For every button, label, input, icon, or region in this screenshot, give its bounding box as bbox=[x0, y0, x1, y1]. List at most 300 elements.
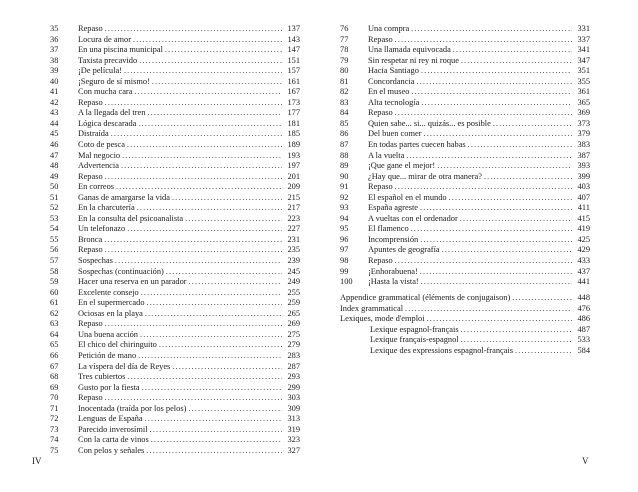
entry-page: 327 bbox=[287, 445, 300, 455]
appendix-list bbox=[340, 293, 590, 356]
entry-title: Una llamada equivocada bbox=[368, 45, 451, 55]
dot-leader bbox=[105, 319, 282, 330]
entry-title: Bronca bbox=[78, 234, 103, 244]
dot-leader bbox=[166, 267, 282, 278]
dot-leader bbox=[185, 214, 282, 225]
entry-title: En el museo bbox=[368, 87, 410, 97]
entry-number: 65 bbox=[50, 340, 59, 350]
entry-title: El flamenco bbox=[368, 224, 409, 234]
toc-entry bbox=[340, 98, 590, 109]
entry-page: 379 bbox=[577, 129, 590, 139]
entry-title: Repaso bbox=[78, 319, 103, 329]
dot-leader bbox=[150, 425, 282, 436]
entry-page: 313 bbox=[287, 414, 300, 424]
entry-title: Repaso bbox=[78, 97, 103, 107]
entry-page: 365 bbox=[577, 97, 590, 107]
dot-leader bbox=[138, 351, 282, 362]
entry-page: 143 bbox=[287, 34, 300, 44]
entry-title: Repaso bbox=[368, 256, 393, 266]
dot-leader bbox=[453, 45, 572, 56]
entry-number: 89 bbox=[340, 161, 349, 171]
entry-page: 319 bbox=[287, 424, 300, 434]
dot-leader bbox=[141, 288, 282, 299]
entry-number: 86 bbox=[340, 129, 349, 139]
entry-page: 425 bbox=[577, 234, 590, 244]
entry-number: 63 bbox=[50, 319, 59, 329]
entry-number: 35 bbox=[50, 24, 59, 33]
toc-entry bbox=[340, 245, 590, 256]
entry-number: 60 bbox=[50, 287, 59, 297]
toc-entry bbox=[50, 203, 300, 214]
entry-title: Index grammatical bbox=[340, 303, 404, 313]
entry-page: 387 bbox=[577, 150, 590, 160]
toc-entry bbox=[340, 108, 590, 119]
entry-title: Lexique des expressions espagnol-français bbox=[370, 345, 514, 355]
dot-leader bbox=[424, 129, 573, 140]
entry-page: 584 bbox=[577, 345, 590, 355]
toc-entry bbox=[50, 129, 300, 140]
entry-number: 83 bbox=[340, 97, 349, 107]
dot-leader bbox=[121, 161, 282, 172]
entry-title: Hacer una reserva en un parador bbox=[78, 277, 187, 287]
entry-number: 79 bbox=[340, 55, 349, 65]
entry-number: 96 bbox=[340, 234, 349, 244]
dot-leader bbox=[421, 98, 572, 109]
entry-title: El español en el mundo bbox=[368, 192, 447, 202]
toc-entry bbox=[50, 340, 300, 351]
toc-entry bbox=[340, 214, 590, 225]
toc-entry bbox=[50, 446, 300, 457]
entry-title: Concordancia bbox=[368, 76, 415, 86]
entry-number: 49 bbox=[50, 171, 59, 181]
entry-title: Appendice grammatical (éléments de conjugaison) bbox=[340, 293, 511, 302]
entry-number: 54 bbox=[50, 224, 59, 234]
toc-entry bbox=[50, 298, 300, 309]
entry-title: Con la carta de vinos bbox=[78, 435, 149, 445]
right-toc-column bbox=[340, 24, 590, 288]
entry-number: 87 bbox=[340, 140, 349, 150]
entry-page: 151 bbox=[287, 55, 300, 65]
dot-leader bbox=[484, 172, 572, 183]
toc-entry bbox=[50, 362, 300, 373]
entry-page: 215 bbox=[287, 192, 300, 202]
entry-number: 78 bbox=[340, 45, 349, 55]
entry-page: 197 bbox=[287, 161, 300, 171]
entry-page: 147 bbox=[287, 45, 300, 55]
dot-leader bbox=[468, 140, 572, 151]
entry-title: En correos bbox=[78, 182, 115, 192]
entry-title: Ganas de amargarse la vida bbox=[78, 192, 170, 202]
entry-number: 88 bbox=[340, 150, 349, 160]
entry-title: Una buena acción bbox=[78, 329, 138, 339]
entry-title: A la vuelta bbox=[368, 150, 405, 160]
toc-entry bbox=[340, 140, 590, 151]
entry-page: 227 bbox=[287, 224, 300, 234]
toc-entry bbox=[50, 393, 300, 404]
toc-entry bbox=[50, 45, 300, 56]
dot-leader bbox=[124, 66, 282, 77]
toc-entry bbox=[50, 35, 300, 46]
dot-leader bbox=[146, 446, 282, 457]
entry-title: España agreste bbox=[368, 203, 418, 213]
entry-number: 42 bbox=[50, 97, 59, 107]
entry-number: 80 bbox=[340, 66, 349, 76]
entry-page: 411 bbox=[577, 203, 590, 213]
entry-title: Sospechas bbox=[78, 256, 113, 266]
dot-leader bbox=[411, 24, 572, 35]
entry-number: 85 bbox=[340, 118, 349, 128]
toc-entry bbox=[340, 45, 590, 56]
dot-leader bbox=[172, 193, 282, 204]
entry-page: 209 bbox=[287, 182, 300, 192]
entry-number: 66 bbox=[50, 350, 59, 360]
entry-number: 41 bbox=[50, 87, 59, 97]
entry-number: 40 bbox=[50, 76, 59, 86]
entry-number: 72 bbox=[50, 414, 59, 424]
entry-title: Repaso bbox=[368, 182, 393, 192]
dot-leader bbox=[122, 151, 282, 162]
entry-page: 189 bbox=[287, 140, 300, 150]
dot-leader bbox=[138, 119, 282, 130]
entry-title: ¿Hay que... mirar de otra manera? bbox=[368, 171, 482, 181]
entry-number: 99 bbox=[340, 266, 349, 276]
dot-leader bbox=[420, 203, 572, 214]
entry-page: 347 bbox=[577, 55, 590, 65]
toc-entry bbox=[340, 129, 590, 140]
entry-number: 69 bbox=[50, 382, 59, 392]
entry-number: 100 bbox=[340, 277, 353, 287]
dot-leader bbox=[105, 393, 282, 404]
entry-page: 415 bbox=[577, 213, 590, 223]
entry-title: Un telefonazo bbox=[78, 224, 126, 234]
appendix-entry bbox=[340, 335, 590, 346]
toc-entry bbox=[50, 151, 300, 162]
toc-entry bbox=[50, 383, 300, 394]
dot-leader bbox=[411, 87, 572, 98]
entry-number: 36 bbox=[50, 34, 59, 44]
toc-entry bbox=[340, 256, 590, 267]
entry-page: 441 bbox=[577, 277, 590, 287]
dot-leader bbox=[427, 314, 572, 325]
entry-page: 259 bbox=[287, 298, 300, 308]
entry-page: 275 bbox=[287, 329, 300, 339]
appendix-entry bbox=[340, 325, 590, 336]
entry-page: 279 bbox=[287, 340, 300, 350]
entry-number: 57 bbox=[50, 256, 59, 266]
entry-number: 52 bbox=[50, 203, 59, 213]
entry-number: 44 bbox=[50, 118, 59, 128]
entry-page: 476 bbox=[577, 303, 590, 313]
entry-title: Una compra bbox=[368, 24, 410, 33]
entry-page: 437 bbox=[577, 266, 590, 276]
dot-leader bbox=[417, 77, 572, 88]
toc-entry bbox=[50, 277, 300, 288]
entry-number: 77 bbox=[340, 34, 349, 44]
entry-title: Lenguas de España bbox=[78, 414, 143, 424]
toc-entry bbox=[50, 214, 300, 225]
toc-entry bbox=[50, 140, 300, 151]
toc-entry bbox=[50, 77, 300, 88]
entry-title: ¡Seguro de sí mismo! bbox=[78, 76, 150, 86]
toc-entry bbox=[50, 56, 300, 67]
entry-page: 239 bbox=[287, 256, 300, 266]
entry-number: 62 bbox=[50, 308, 59, 318]
page-number-left: IV bbox=[32, 456, 42, 466]
toc-entry bbox=[340, 224, 590, 235]
entry-number: 56 bbox=[50, 245, 59, 255]
entry-number: 51 bbox=[50, 192, 59, 202]
dot-leader bbox=[449, 193, 572, 204]
toc-entry bbox=[50, 256, 300, 267]
toc-entry bbox=[50, 224, 300, 235]
dot-leader bbox=[147, 298, 282, 309]
entry-page: 309 bbox=[287, 403, 300, 413]
dot-leader bbox=[395, 256, 572, 267]
dot-leader bbox=[515, 346, 572, 357]
entry-number: 39 bbox=[50, 66, 59, 76]
dot-leader bbox=[127, 372, 282, 383]
entry-title: Tres cubiertos bbox=[78, 372, 126, 382]
entry-title: ¡De película! bbox=[78, 66, 122, 76]
entry-page: 323 bbox=[287, 435, 300, 445]
entry-title: ¡Que gane el mejor! bbox=[368, 161, 436, 171]
entry-number: 97 bbox=[340, 245, 349, 255]
entry-number: 93 bbox=[340, 203, 349, 213]
entry-page: 249 bbox=[287, 277, 300, 287]
toc-entry bbox=[50, 87, 300, 98]
page-number-right: V bbox=[582, 456, 589, 466]
entry-page: 419 bbox=[577, 224, 590, 234]
dot-leader bbox=[421, 277, 572, 288]
toc-entry bbox=[50, 372, 300, 383]
dot-leader bbox=[111, 129, 282, 140]
entry-title: En la charcutería bbox=[78, 203, 135, 213]
toc-entry bbox=[340, 24, 590, 35]
entry-page: 486 bbox=[577, 314, 590, 324]
dot-leader bbox=[134, 87, 282, 98]
entry-title: Apuntes de geografía bbox=[368, 245, 440, 255]
entry-page: 393 bbox=[577, 161, 590, 171]
entry-number: 55 bbox=[50, 234, 59, 244]
entry-page: 299 bbox=[287, 382, 300, 392]
dot-leader bbox=[145, 414, 282, 425]
left-toc-column bbox=[50, 24, 300, 456]
dot-leader bbox=[189, 277, 282, 288]
entry-title: El chico del chiringuito bbox=[78, 340, 157, 350]
entry-page: 487 bbox=[577, 324, 590, 334]
entry-page: 265 bbox=[287, 308, 300, 318]
entry-title: Sin respetar ni rey ni roque bbox=[368, 55, 459, 65]
entry-number: 92 bbox=[340, 192, 349, 202]
entry-title: Repaso bbox=[78, 171, 103, 181]
entry-title: Advertencia bbox=[78, 161, 119, 171]
appendix-entry bbox=[340, 314, 590, 325]
dot-leader bbox=[147, 108, 282, 119]
dot-leader bbox=[105, 172, 282, 183]
toc-entry bbox=[50, 161, 300, 172]
entry-page: 433 bbox=[577, 256, 590, 266]
toc-entry bbox=[50, 66, 300, 77]
dot-leader bbox=[172, 362, 282, 373]
entry-number: 58 bbox=[50, 266, 59, 276]
dot-leader bbox=[395, 108, 572, 119]
entry-title: A vueltas con el ordenador bbox=[368, 213, 458, 223]
toc-entry bbox=[50, 172, 300, 183]
entry-title: Lexique espagnol-français bbox=[370, 324, 459, 334]
entry-title: Hacia Santiago bbox=[368, 66, 419, 76]
entry-page: 137 bbox=[287, 24, 300, 33]
dot-leader bbox=[493, 119, 572, 130]
entry-number: 81 bbox=[340, 76, 349, 86]
dot-leader bbox=[512, 293, 572, 304]
entry-page: 223 bbox=[287, 213, 300, 223]
dot-leader bbox=[442, 245, 572, 256]
dot-leader bbox=[395, 35, 572, 46]
entry-page: 383 bbox=[577, 140, 590, 150]
entry-number: 50 bbox=[50, 182, 59, 192]
toc-entry bbox=[50, 435, 300, 446]
dot-leader bbox=[115, 256, 282, 267]
entry-title: Petición de mano bbox=[78, 350, 137, 360]
entry-number: 82 bbox=[340, 87, 349, 97]
toc-entry bbox=[50, 245, 300, 256]
dot-leader bbox=[116, 182, 282, 193]
entry-number: 53 bbox=[50, 213, 59, 223]
dot-leader bbox=[437, 161, 572, 172]
toc-entry bbox=[340, 182, 590, 193]
toc-entry bbox=[50, 108, 300, 119]
toc-entry bbox=[340, 277, 590, 288]
toc-entry bbox=[50, 24, 300, 35]
entry-number: 98 bbox=[340, 256, 349, 266]
dot-leader bbox=[461, 56, 572, 67]
entry-page: 157 bbox=[287, 66, 300, 76]
entry-page: 235 bbox=[287, 245, 300, 255]
toc-entry bbox=[340, 66, 590, 77]
toc-entry bbox=[340, 172, 590, 183]
dot-leader bbox=[142, 383, 282, 394]
dot-leader bbox=[151, 435, 282, 446]
entry-title: Con mucha cara bbox=[78, 87, 133, 97]
entry-title: Alta tecnología bbox=[368, 97, 420, 107]
entry-page: 255 bbox=[287, 287, 300, 297]
entry-page: 533 bbox=[577, 335, 590, 345]
entry-title: En todas partes cuecen habas bbox=[368, 140, 466, 150]
entry-page: 201 bbox=[287, 171, 300, 181]
entry-page: 351 bbox=[577, 66, 590, 76]
entry-page: 331 bbox=[577, 24, 590, 33]
entry-number: 84 bbox=[340, 108, 349, 118]
entry-title: Repaso bbox=[78, 393, 103, 403]
dot-leader bbox=[421, 66, 572, 77]
entry-title: La víspera del día de Reyes bbox=[78, 361, 171, 371]
entry-number: 43 bbox=[50, 108, 59, 118]
dot-leader bbox=[145, 309, 282, 320]
entry-page: 373 bbox=[577, 118, 590, 128]
entry-page: 287 bbox=[287, 361, 300, 371]
dot-leader bbox=[127, 140, 282, 151]
entry-page: 217 bbox=[287, 203, 300, 213]
entry-number: 76 bbox=[340, 24, 349, 33]
toc-entry bbox=[340, 35, 590, 46]
entry-page: 361 bbox=[577, 87, 590, 97]
toc-entry bbox=[50, 404, 300, 415]
entry-page: 231 bbox=[287, 234, 300, 244]
dot-leader bbox=[127, 224, 282, 235]
entry-page: 341 bbox=[577, 45, 590, 55]
entry-number: 73 bbox=[50, 424, 59, 434]
dot-leader bbox=[139, 56, 282, 67]
dot-leader bbox=[137, 203, 282, 214]
entry-number: 48 bbox=[50, 161, 59, 171]
toc-entry bbox=[50, 182, 300, 193]
entry-page: 181 bbox=[287, 118, 300, 128]
entry-page: 403 bbox=[577, 182, 590, 192]
dot-leader bbox=[406, 151, 572, 162]
entry-page: 177 bbox=[287, 108, 300, 118]
entry-title: En el supermercado bbox=[78, 298, 145, 308]
entry-number: 74 bbox=[50, 435, 59, 445]
entry-title: Lexique français-espagnol bbox=[370, 335, 459, 345]
entry-number: 95 bbox=[340, 224, 349, 234]
dot-leader bbox=[460, 214, 572, 225]
toc-entry bbox=[340, 267, 590, 278]
entry-page: 269 bbox=[287, 319, 300, 329]
toc-entry bbox=[340, 161, 590, 172]
toc-entry bbox=[50, 288, 300, 299]
dot-leader bbox=[188, 404, 282, 415]
entry-number: 59 bbox=[50, 277, 59, 287]
entry-title: Lógica descarada bbox=[78, 118, 137, 128]
entry-title: Mal negocio bbox=[78, 150, 121, 160]
entry-page: 429 bbox=[577, 245, 590, 255]
toc-entry bbox=[50, 119, 300, 130]
entry-page: 161 bbox=[287, 76, 300, 86]
entry-number: 91 bbox=[340, 182, 349, 192]
entry-page: 407 bbox=[577, 192, 590, 202]
toc-entry bbox=[50, 330, 300, 341]
entry-title: Repaso bbox=[78, 24, 103, 33]
appendix-entry bbox=[340, 346, 590, 357]
entry-title: ¡Enhorabuena! bbox=[368, 266, 418, 276]
entry-page: 293 bbox=[287, 372, 300, 382]
entry-number: 90 bbox=[340, 171, 349, 181]
entry-title: Excelente consejo bbox=[78, 287, 139, 297]
dot-leader bbox=[411, 224, 572, 235]
toc-entry bbox=[340, 87, 590, 98]
entry-number: 64 bbox=[50, 329, 59, 339]
dot-leader bbox=[165, 45, 282, 56]
entry-number: 46 bbox=[50, 140, 59, 150]
entry-title: En una piscina municipal bbox=[78, 45, 163, 55]
entry-number: 71 bbox=[50, 403, 59, 413]
toc-entry bbox=[340, 151, 590, 162]
dot-leader bbox=[420, 235, 572, 246]
entry-title: ¡Hasta la vista! bbox=[368, 277, 419, 287]
toc-entry bbox=[50, 309, 300, 320]
dot-leader bbox=[104, 235, 282, 246]
toc-entry bbox=[50, 193, 300, 204]
dot-leader bbox=[395, 182, 572, 193]
toc-entry bbox=[50, 351, 300, 362]
entry-page: 369 bbox=[577, 108, 590, 118]
dot-leader bbox=[461, 335, 572, 346]
entry-page: 173 bbox=[287, 97, 300, 107]
entry-number: 45 bbox=[50, 129, 59, 139]
entry-title: Quien sabe... si... quizás... es posible bbox=[368, 118, 491, 128]
toc-entry bbox=[50, 98, 300, 109]
entry-title: Taxista precavido bbox=[78, 55, 138, 65]
